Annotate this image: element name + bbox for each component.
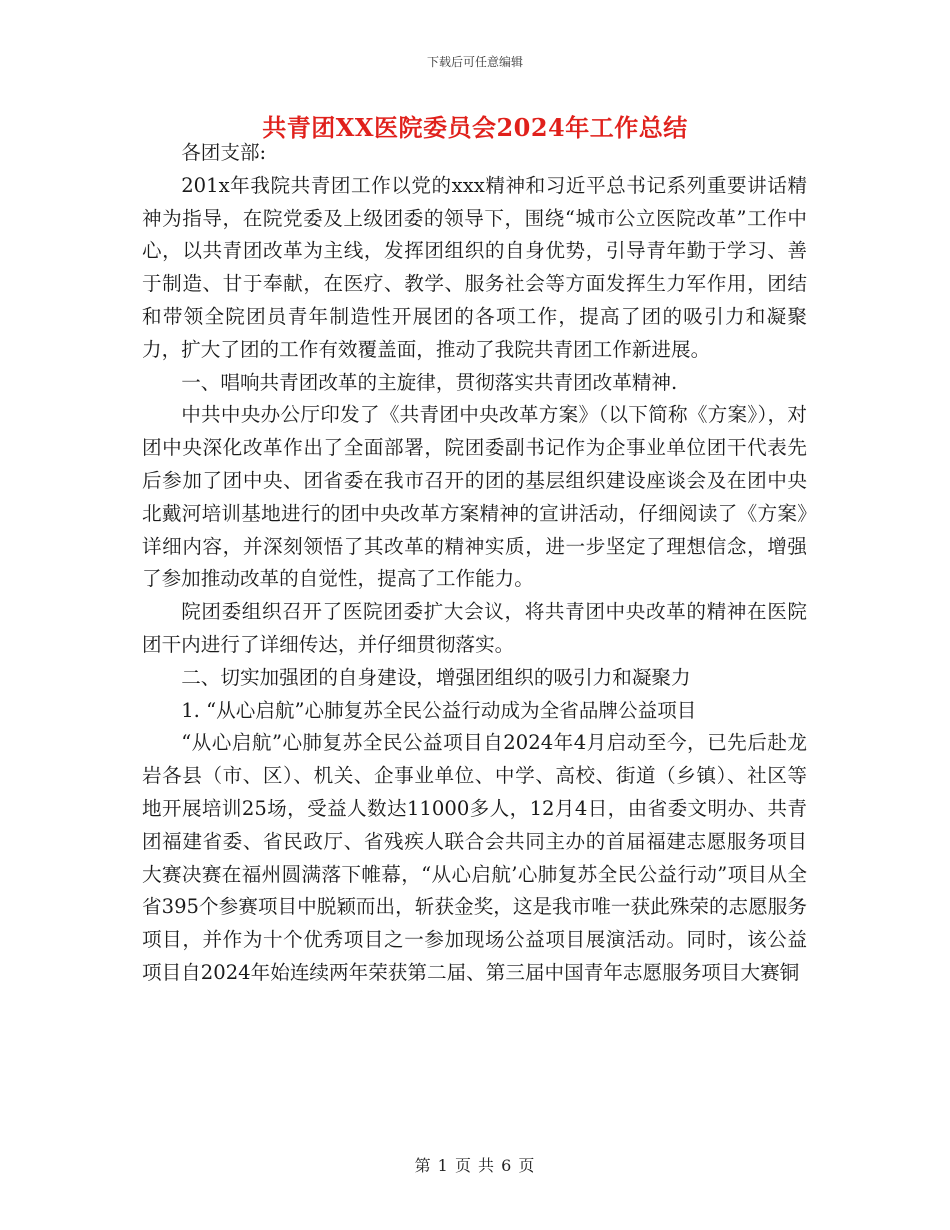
page-number: 第 1 页 共 6 页 — [414, 1156, 536, 1175]
document-body — [142, 137, 807, 990]
section-heading-1: 一、唱响共青团改革的主旋律，贯彻落实共青团改革精神. — [181, 370, 678, 394]
header-note: 下载后可任意编辑 — [426, 55, 523, 69]
paragraph-meeting: 院团委组织召开了医院团委扩大会议，将共青团中央改革的精神在医院团干内进行了详细传达，并仔细贯彻落实。 — [142, 600, 807, 656]
salutation: 各团支部: — [181, 141, 267, 164]
section-heading-2: 二、切实加强团的自身建设，增强团组织的吸引力和凝聚力 — [181, 665, 691, 689]
paragraph-reform: 中共中央办公厅印发了《共青团中央改革方案》（以下简称《方案》），对团中央深化改革作出了全面部署，院团委副书记作为企事业单位团干代表先后参加了团中央、团省委在我市召开的团的基层组织建设座谈会及在团中央北戴河培训基地进行的团中央改革方案精神的宣讲活动，仔细阅读了《方案》详细内容，并深刻领悟了其改革的精神实质，进一步坚定了理想信念，增强了参加推动改革的自觉性，提高了工作能力。 — [142, 403, 807, 591]
subsection-heading-1: 1. “从心启航”心肺复苏全民公益行动成为全省品牌公益项目 — [181, 698, 697, 722]
paragraph-intro: 201x年我院共青团工作以党的xxx精神和习近平总书记系列重要讲话精神为指导，在院党委及上级团委的领导下，围绕“城市公立医院改革”工作中心，以共青团改革为主线，发挥团组织的自身优势，引导青年勤于学习、善于制造、甘于奉献，在医疗、教学、服务社会等方面发挥生力军作用，团结和带领全院团员青年制造性开展团的各项工作，提高了团的吸引力和凝聚力，扩大了团的工作有效覆盖面，推动了我院共青团工作新进展。 — [142, 173, 807, 361]
paragraph-cpr-project: “从心启航”心肺复苏全民公益项目自2024年4月启动至今，已先后赴龙岩各县（市、区）、机关、企事业单位、中学、高校、街道（乡镇）、社区等地开展培训25场，受益人数达11000多人，12月4日，由省委文明办、共青团福建省委、省民政厅、省残疾人联合会共同主办的首届福建志愿服务项目大赛决赛在福州圆满落下帷幕，“从心启航’心肺复苏全民公益行动”项目从全省395个参赛项目中脱颖而出，斩获金奖，这是我市唯一获此殊荣的志愿服务项目，并作为十个优秀项目之一参加现场公益项目展演活动。同时，该公益项目自2024年始连续两年荣获第二届、第三届中国青年志愿服务项目大赛铜 — [142, 731, 807, 984]
document-title: 共青团XX医院委员会2024年工作总结 — [262, 113, 688, 142]
